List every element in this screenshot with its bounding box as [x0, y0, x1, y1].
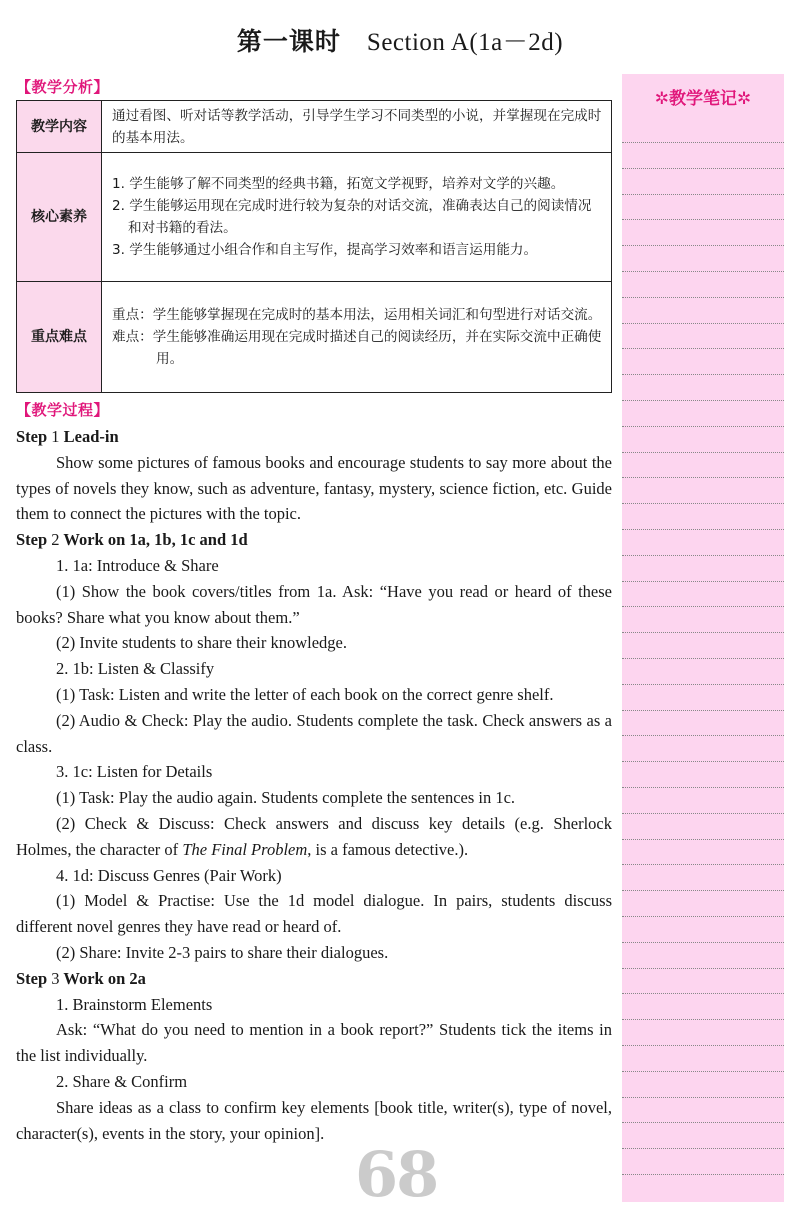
note-line	[622, 1019, 784, 1020]
note-line	[622, 529, 784, 530]
row-line: 通过看图、听对话等教学活动，引导学生学习不同类型的小说，并掌握现在完成时的基本用法。	[112, 107, 602, 146]
note-line	[622, 142, 784, 143]
lesson-title-cn: 第一课时	[236, 27, 341, 56]
note-line	[622, 581, 784, 582]
note-line	[622, 219, 784, 220]
step-title: Work on 2a	[63, 968, 146, 988]
list-item: (1) Model & Practise: Use the 1d model dialogue. In pairs, students discuss different novel genres they have read or heard of.	[16, 891, 612, 937]
row-head: 重点难点	[17, 282, 102, 393]
table-row	[17, 101, 612, 153]
row-head: 教学内容	[17, 101, 102, 153]
step-num: 2	[51, 530, 60, 550]
step-num: 1	[51, 427, 60, 446]
step-pre: Step	[16, 427, 48, 446]
note-line	[622, 323, 784, 324]
step-heading	[16, 424, 612, 450]
page-number: 68	[355, 1138, 438, 1211]
note-line	[622, 1148, 784, 1149]
note-line	[622, 684, 784, 685]
row-body	[102, 101, 612, 153]
list-item	[16, 811, 612, 863]
list-item: 3. 1c: Listen for Details	[56, 762, 213, 782]
analysis-label: 【教学分析】	[16, 78, 110, 96]
note-line	[622, 710, 784, 711]
note-line	[622, 452, 784, 453]
step-heading	[16, 966, 612, 992]
note-line	[622, 168, 784, 169]
list-item: (1) Show the book covers/titles from 1a. Ask: “Have you read or heard of these books? Share what you know about them.”	[16, 581, 612, 627]
note-line	[622, 555, 784, 556]
list-item: (1) Task: Listen and write the letter of each book on the correct genre shelf.	[56, 684, 554, 704]
note-line	[622, 426, 784, 427]
note-line	[622, 1174, 784, 1175]
note-line	[622, 968, 784, 969]
note-line	[622, 761, 784, 762]
note-line	[622, 297, 784, 298]
step-num: 3	[51, 968, 60, 988]
note-line	[622, 839, 784, 840]
note-line	[622, 916, 784, 917]
paragraph: Show some pictures of famous books and encourage students to say more about the types of novels they know, such as adventure, fantasy, mystery, science fiction, etc. Guide them to connect the pictures with the topic.	[16, 452, 612, 524]
note-line	[622, 813, 784, 814]
list-item: 1. Brainstorm Elements	[56, 994, 213, 1014]
row-line: 3. 学生能够通过小组合作和自主写作，提高学习效率和语言运用能力。	[112, 242, 538, 258]
list-item: (1) Task: Play the audio again. Students complete the sentences in 1c.	[56, 788, 516, 808]
note-line	[622, 194, 784, 195]
note-line	[622, 503, 784, 504]
note-line	[622, 348, 784, 349]
note-line	[622, 1045, 784, 1046]
step-title: Lead-in	[63, 427, 119, 446]
item-text: (2) Check & Discuss: Check answers and discuss key details (e.g. Sherlock Holmes, the character of	[16, 813, 612, 859]
note-line	[622, 1071, 784, 1072]
row-body	[102, 282, 612, 393]
note-line	[622, 245, 784, 246]
list-item: (2) Share: Invite 2-3 pairs to share their dialogues.	[56, 942, 389, 962]
book-title: The Final Problem	[182, 839, 308, 859]
step-title: Work on 1a, 1b, 1c and 1d	[63, 530, 248, 550]
note-line	[622, 374, 784, 375]
note-line	[622, 1097, 784, 1098]
table-row	[17, 282, 612, 393]
lesson-title	[0, 22, 800, 58]
step-pre: Step	[16, 530, 48, 550]
note-line	[622, 1122, 784, 1123]
list-item: (2) Audio & Check: Play the audio. Students complete the task. Check answers as a class.	[16, 710, 612, 756]
row-head: 核心素养	[17, 153, 102, 282]
row-line: 1. 学生能够了解不同类型的经典书籍，拓宽文学视野，培养对文学的兴趣。	[112, 176, 565, 192]
step-pre: Step	[16, 968, 48, 988]
note-line	[622, 942, 784, 943]
note-line	[622, 890, 784, 891]
note-line	[622, 735, 784, 736]
table-row	[17, 153, 612, 282]
item-text-end: , is a famous detective.).	[307, 839, 469, 859]
list-item: 1. 1a: Introduce & Share	[56, 555, 219, 575]
notes-title: ✲教学笔记✲	[654, 89, 752, 109]
note-line	[622, 787, 784, 788]
list-item: 4. 1d: Discuss Genres (Pair Work)	[56, 865, 282, 885]
list-item: Ask: “What do you need to mention in a book report?” Students tick the items in the list individually.	[16, 1020, 612, 1066]
note-line	[622, 993, 784, 994]
step-heading	[16, 527, 612, 553]
row-line: 难点：学生能够准确运用现在完成时描述自己的阅读经历，并在实际交流中正确使用。	[112, 329, 602, 367]
row-line: 重点：学生能够掌握现在完成时的基本用法，运用相关词汇和句型进行对话交流。	[112, 307, 602, 323]
note-line	[622, 606, 784, 607]
note-line	[622, 477, 784, 478]
list-item: (2) Invite students to share their knowledge.	[56, 633, 347, 653]
list-item: 2. Share & Confirm	[56, 1071, 188, 1091]
note-line	[622, 271, 784, 272]
row-body	[102, 153, 612, 282]
process-content	[16, 424, 612, 1146]
lesson-title-en: Section A(1a－2d)	[366, 29, 564, 56]
note-line	[622, 400, 784, 401]
note-line	[622, 658, 784, 659]
analysis-table	[16, 100, 612, 393]
note-line	[622, 864, 784, 865]
list-item: 2. 1b: Listen & Classify	[56, 659, 215, 679]
note-line	[622, 632, 784, 633]
row-line: 2. 学生能够运用现在完成时进行较为复杂的对话交流，准确表达自己的阅读情况和对书籍的看法。	[112, 198, 592, 236]
notes-column	[622, 74, 784, 1202]
list-item: Share ideas as a class to confirm key elements [book title, writer(s), type of novel, character(s), events in the story, your opinion].	[16, 1097, 612, 1143]
process-label: 【教学过程】	[16, 401, 110, 419]
